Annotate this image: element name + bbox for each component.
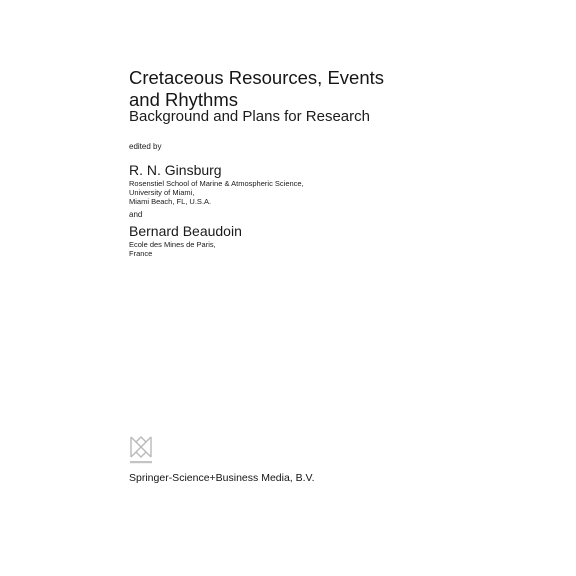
editor-2-affiliation-line2: France xyxy=(129,249,153,258)
edited-by-label: edited by xyxy=(129,142,162,151)
book-title-line2: and Rhythms xyxy=(129,89,238,110)
editor-1-affiliation-line1: Rosenstiel School of Marine & Atmospheric Science, xyxy=(129,179,304,188)
and-label: and xyxy=(129,210,143,219)
editor-1-affiliation-line2: University of Miami, xyxy=(129,188,195,197)
book-title-line1: Cretaceous Resources, Events xyxy=(129,67,385,88)
springer-logo-icon xyxy=(127,433,155,467)
editor-name-1: R. N. Ginsburg xyxy=(129,162,222,178)
editor-name-2: Bernard Beaudoin xyxy=(129,223,242,239)
editor-1-affiliation-line3: Miami Beach, FL, U.S.A. xyxy=(129,197,212,206)
book-subtitle: Background and Plans for Research xyxy=(129,108,370,125)
publisher-name: Springer-Science+Business Media, B.V. xyxy=(129,472,315,484)
editor-2-affiliation-line1: Ecole des Mines de Paris, xyxy=(129,240,216,249)
